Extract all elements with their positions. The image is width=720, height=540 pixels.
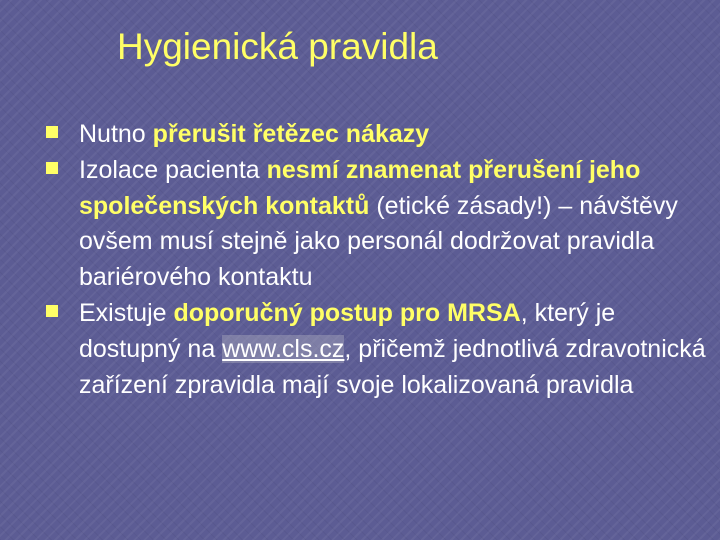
- square-bullet-icon: [46, 162, 58, 174]
- item-2-text: Izolace pacienta: [79, 155, 267, 184]
- square-bullet-icon: [46, 126, 58, 138]
- item-1-highlight: přerušit řetězec nákazy: [152, 120, 430, 148]
- square-bullet-icon: [46, 305, 58, 317]
- item-3-text: Existuje: [79, 298, 174, 327]
- item-1-text: Nutno: [79, 120, 153, 148]
- slide-title: Hygienická pravidla: [117, 26, 438, 67]
- bullet-list: [46, 117, 706, 403]
- bullet-item-1: [46, 117, 706, 153]
- item-3-text-rest: , přičemž jednotlivá zdravotnická zařízení zpravidla mají svoje lokalizovaná pravidla: [79, 334, 706, 399]
- item-3-highlight: doporučný postup pro MRSA: [173, 298, 521, 327]
- bullet-item-2: [46, 153, 706, 296]
- item-3-text-mid: , který je dostupný na: [79, 298, 616, 363]
- cls-link[interactable]: www.cls.cz: [222, 334, 345, 363]
- item-2-text-rest: (etické zásady!) – návštěvy ovšem musí stejně jako personál dodržovat pravidla bariérového kontaktu: [79, 191, 678, 292]
- item-2-highlight: nesmí znamenat přerušení jeho společenských kontaktů: [79, 155, 641, 220]
- bullet-item-3: [46, 296, 706, 403]
